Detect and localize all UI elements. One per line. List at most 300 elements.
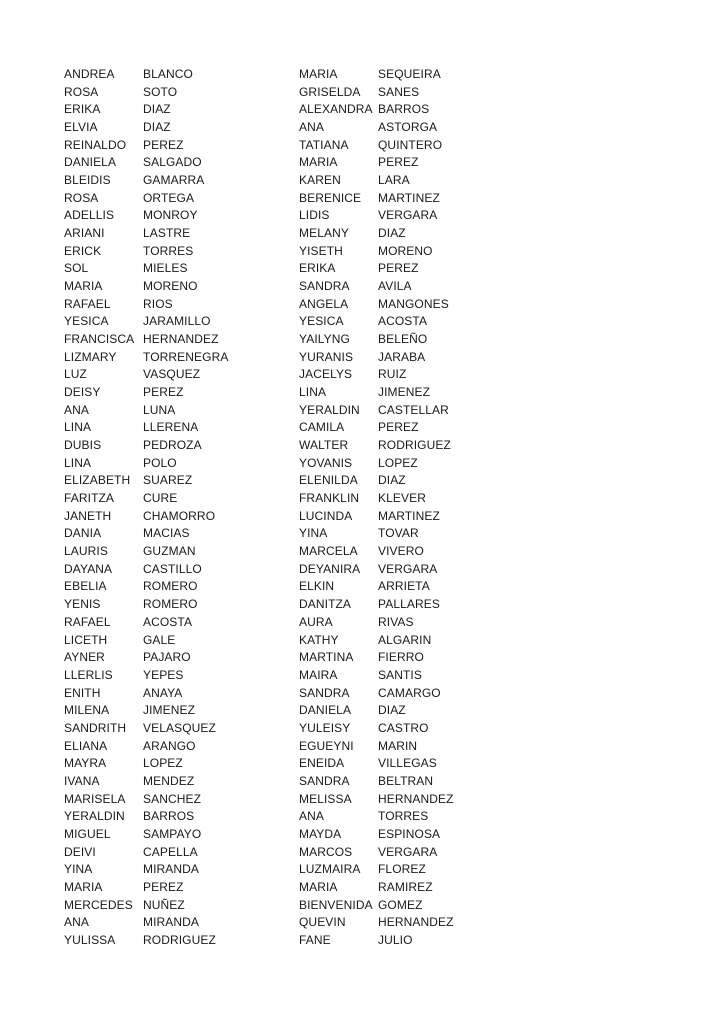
- last-name: DIAZ: [143, 120, 171, 135]
- first-name: SANDRA: [299, 773, 350, 788]
- name-row: [64, 667, 233, 685]
- first-name: MELANY: [299, 226, 349, 241]
- last-name: HERNANDEZ: [143, 332, 219, 347]
- last-name: NUÑEZ: [143, 897, 185, 912]
- last-name: PEREZ: [378, 420, 419, 435]
- last-name: MONROY: [143, 208, 198, 223]
- first-name: REINALDO: [64, 137, 127, 152]
- name-row: [64, 525, 233, 543]
- name-row: [64, 313, 233, 331]
- first-name: MERCEDES: [64, 897, 133, 912]
- last-name: BARROS: [378, 102, 430, 117]
- first-name: LUZMAIRA: [299, 862, 361, 877]
- name-row: [64, 614, 233, 632]
- last-name: JARAMILLO: [143, 314, 211, 329]
- last-name: MARIN: [378, 738, 418, 753]
- name-row: [64, 808, 233, 826]
- name-row: [64, 278, 233, 296]
- first-name: ENEIDA: [299, 756, 345, 771]
- name-row: [299, 897, 468, 915]
- last-name: RODRIGUEZ: [143, 932, 216, 947]
- first-name: LIZMARY: [64, 349, 117, 364]
- last-name: JULIO: [378, 932, 413, 947]
- name-row: [299, 154, 468, 172]
- name-row: [299, 402, 468, 420]
- name-row: [64, 685, 233, 703]
- last-name: DIAZ: [378, 473, 406, 488]
- first-name: LINA: [64, 455, 92, 470]
- first-name: DAYANA: [64, 561, 113, 576]
- last-name: GUZMAN: [143, 544, 196, 559]
- name-row: [299, 755, 468, 773]
- first-name: GRISELDA: [299, 84, 361, 99]
- name-row: [64, 172, 233, 190]
- first-name: MIGUEL: [64, 826, 111, 841]
- last-name: VERGARA: [378, 844, 438, 859]
- last-name: TORRES: [143, 243, 194, 258]
- name-row: [64, 773, 233, 791]
- first-name: MARIA: [64, 879, 103, 894]
- first-name: YENIS: [64, 597, 101, 612]
- name-row: [299, 738, 468, 756]
- name-row: [64, 578, 233, 596]
- first-name: YESICA: [299, 314, 344, 329]
- first-name: YULISSA: [64, 932, 116, 947]
- last-name: LUNA: [143, 402, 176, 417]
- first-name: YOVANIS: [299, 455, 353, 470]
- name-row: [299, 490, 468, 508]
- last-name: KLEVER: [378, 491, 426, 506]
- first-name: ERICK: [64, 243, 102, 258]
- first-name: ARIANI: [64, 226, 105, 241]
- name-row: [64, 207, 233, 225]
- last-name: ARRIETA: [378, 579, 430, 594]
- name-row: [299, 437, 468, 455]
- first-name: YULEISY: [299, 720, 351, 735]
- first-name: MELISSA: [299, 791, 352, 806]
- last-name: PEREZ: [143, 385, 184, 400]
- first-name: LUZ: [64, 367, 87, 382]
- last-name: CURE: [143, 491, 178, 506]
- last-name: DIAZ: [143, 102, 171, 117]
- name-row: [299, 561, 468, 579]
- last-name: CHAMORRO: [143, 508, 216, 523]
- first-name: FRANKLIN: [299, 491, 360, 506]
- last-name: PEDROZA: [143, 438, 202, 453]
- first-name: QUEVIN: [299, 915, 346, 930]
- name-row: [64, 243, 233, 261]
- first-name: KATHY: [299, 632, 339, 647]
- name-row: [299, 66, 468, 84]
- name-row: [64, 119, 233, 137]
- first-name: TATIANA: [299, 137, 349, 152]
- last-name: GAMARRA: [143, 173, 205, 188]
- first-name: YISETH: [299, 243, 343, 258]
- name-row: [299, 331, 468, 349]
- last-name: BELTRAN: [378, 773, 434, 788]
- first-name: DANIELA: [299, 703, 352, 718]
- name-row: [299, 932, 468, 950]
- name-row: [299, 808, 468, 826]
- last-name: ALGARIN: [378, 632, 432, 647]
- last-name: BELEÑO: [378, 332, 428, 347]
- first-name: BLEIDIS: [64, 173, 111, 188]
- first-name: YINA: [299, 526, 328, 541]
- last-name: SEQUEIRA: [378, 67, 441, 81]
- first-name: MAYRA: [64, 756, 107, 771]
- name-row: [64, 366, 233, 384]
- first-name: ERIKA: [64, 102, 101, 117]
- last-name: PEREZ: [378, 261, 419, 276]
- first-name: YURANIS: [299, 349, 354, 364]
- name-row: [299, 844, 468, 862]
- name-row: [299, 826, 468, 844]
- name-row: [299, 225, 468, 243]
- first-name: LINA: [299, 385, 327, 400]
- last-name: VILLEGAS: [378, 756, 437, 771]
- first-name: LUCINDA: [299, 508, 353, 523]
- name-row: [64, 508, 233, 526]
- first-name: BERENICE: [299, 190, 362, 205]
- last-name: QUINTERO: [378, 137, 443, 152]
- last-name: SUAREZ: [143, 473, 193, 488]
- name-row: [299, 349, 468, 367]
- first-name: MARIA: [299, 879, 338, 894]
- last-name: DIAZ: [378, 703, 406, 718]
- first-name: MARTINA: [299, 650, 354, 665]
- first-name: FANE: [299, 932, 331, 947]
- first-name: ANA: [64, 402, 89, 417]
- name-row: [64, 472, 233, 490]
- last-name: POLO: [143, 455, 177, 470]
- name-row: [299, 508, 468, 526]
- name-row: [299, 791, 468, 809]
- last-name: JIMENEZ: [143, 703, 196, 718]
- last-name: SANES: [378, 84, 420, 99]
- first-name: EGUEYNI: [299, 738, 354, 753]
- name-row: [299, 137, 468, 155]
- first-name: LICETH: [64, 632, 108, 647]
- last-name: LLERENA: [143, 420, 199, 435]
- first-name: BIENVENIDA: [299, 897, 373, 912]
- name-row: [299, 702, 468, 720]
- name-row: [299, 472, 468, 490]
- last-name: LASTRE: [143, 226, 191, 241]
- last-name: LARA: [378, 173, 410, 188]
- name-row: [299, 879, 468, 897]
- name-row: [299, 243, 468, 261]
- last-name: CASTELLAR: [378, 402, 449, 417]
- last-name: MACIAS: [143, 526, 190, 541]
- first-name: MARCOS: [299, 844, 353, 859]
- last-name: ANAYA: [143, 685, 183, 700]
- first-name: DEIVI: [64, 844, 96, 859]
- name-row: [299, 914, 468, 932]
- last-name: CASTILLO: [143, 561, 202, 576]
- name-row: [299, 278, 468, 296]
- last-name: YEPES: [143, 667, 184, 682]
- name-row: [64, 543, 233, 561]
- name-row: [64, 632, 233, 650]
- first-name: ANDREA: [64, 67, 115, 81]
- last-name: BLANCO: [143, 67, 193, 81]
- first-name: RAFAEL: [64, 614, 111, 629]
- last-name: RAMIREZ: [378, 879, 433, 894]
- first-name: ANA: [299, 120, 324, 135]
- name-row: [64, 296, 233, 314]
- first-name: ANA: [64, 915, 89, 930]
- first-name: SANDRA: [299, 685, 350, 700]
- last-name: ESPINOSA: [378, 826, 441, 841]
- first-name: MARIA: [64, 279, 103, 294]
- first-name: MAYDA: [299, 826, 342, 841]
- last-name: PEREZ: [143, 879, 184, 894]
- name-row: [299, 260, 468, 278]
- last-name: SANTIS: [378, 667, 422, 682]
- last-name: LOPEZ: [143, 756, 183, 771]
- name-row: [64, 331, 233, 349]
- last-name: GOMEZ: [378, 897, 423, 912]
- name-row: [299, 720, 468, 738]
- last-name: RODRIGUEZ: [378, 438, 451, 453]
- first-name: DANIELA: [64, 155, 117, 170]
- first-name: MARIA: [299, 155, 338, 170]
- first-name: EBELIA: [64, 579, 107, 594]
- name-row: [64, 914, 233, 932]
- first-name: DEISY: [64, 385, 101, 400]
- name-row: [64, 84, 233, 102]
- first-name: ELENILDA: [299, 473, 358, 488]
- last-name: CASTRO: [378, 720, 429, 735]
- first-name: SOL: [64, 261, 89, 276]
- first-name: DUBIS: [64, 438, 102, 453]
- first-name: LIDIS: [299, 208, 330, 223]
- last-name: SAMPAYO: [143, 826, 202, 841]
- last-name: ACOSTA: [143, 614, 193, 629]
- first-name: LINA: [64, 420, 92, 435]
- name-row: [299, 207, 468, 225]
- last-name: MIELES: [143, 261, 188, 276]
- name-row: [64, 490, 233, 508]
- last-name: MANGONES: [378, 296, 449, 311]
- name-row: [64, 66, 233, 84]
- first-name: LLERLIS: [64, 667, 113, 682]
- first-name: ELIZABETH: [64, 473, 131, 488]
- first-name: KAREN: [299, 173, 341, 188]
- last-name: ORTEGA: [143, 190, 195, 205]
- first-name: YAILYNG: [299, 332, 350, 347]
- name-row: [64, 137, 233, 155]
- first-name: YERALDIN: [64, 809, 125, 824]
- last-name: PEREZ: [143, 137, 184, 152]
- last-name: FLOREZ: [378, 862, 426, 877]
- last-name: VELASQUEZ: [143, 720, 216, 735]
- first-name: JACELYS: [299, 367, 353, 382]
- last-name: JARABA: [378, 349, 426, 364]
- name-row: [299, 119, 468, 137]
- last-name: LOPEZ: [378, 455, 418, 470]
- first-name: YERALDIN: [299, 402, 360, 417]
- last-name: VERGARA: [378, 561, 438, 576]
- last-name: MARTINEZ: [378, 508, 440, 523]
- name-row: [299, 596, 468, 614]
- last-name: MIRANDA: [143, 915, 200, 930]
- name-row: [64, 844, 233, 862]
- name-row: [299, 384, 468, 402]
- name-row: [64, 402, 233, 420]
- name-row: [299, 190, 468, 208]
- name-row: [64, 932, 233, 950]
- name-row: [64, 419, 233, 437]
- first-name: MARISELA: [64, 791, 126, 806]
- first-name: ELKIN: [299, 579, 335, 594]
- name-row: [64, 861, 233, 879]
- name-row: [299, 313, 468, 331]
- last-name: TORRENEGRA: [143, 349, 229, 364]
- last-name: HERNANDEZ: [378, 915, 454, 930]
- first-name: DANITZA: [299, 597, 352, 612]
- last-name: JIMENEZ: [378, 385, 431, 400]
- name-row: [64, 154, 233, 172]
- last-name: ARANGO: [143, 738, 196, 753]
- name-row: [299, 614, 468, 632]
- name-row: [299, 366, 468, 384]
- name-row: [299, 525, 468, 543]
- first-name: ANA: [299, 809, 324, 824]
- first-name: MARCELA: [299, 544, 358, 559]
- last-name: FIERRO: [378, 650, 424, 665]
- name-row: [64, 455, 233, 473]
- last-name: VERGARA: [378, 208, 438, 223]
- name-row: [64, 738, 233, 756]
- name-row: [299, 861, 468, 879]
- last-name: PALLARES: [378, 597, 440, 612]
- name-row: [64, 260, 233, 278]
- first-name: FARITZA: [64, 491, 115, 506]
- first-name: MARIA: [299, 67, 338, 81]
- name-row: [299, 649, 468, 667]
- name-row: [64, 384, 233, 402]
- first-name: FRANCISCA: [64, 332, 135, 347]
- name-row: [299, 419, 468, 437]
- name-row: [299, 543, 468, 561]
- name-row: [299, 667, 468, 685]
- first-name: CAMILA: [299, 420, 345, 435]
- last-name: CAPELLA: [143, 844, 198, 859]
- first-name: YINA: [64, 862, 93, 877]
- name-row: [64, 437, 233, 455]
- name-row: [64, 879, 233, 897]
- first-name: AYNER: [64, 650, 105, 665]
- name-row: [299, 172, 468, 190]
- name-row: [299, 296, 468, 314]
- first-name: DEYANIRA: [299, 561, 361, 576]
- name-row: [299, 632, 468, 650]
- name-row: [64, 720, 233, 738]
- first-name: ADELLIS: [64, 208, 115, 223]
- first-name: IVANA: [64, 773, 100, 788]
- last-name: SANCHEZ: [143, 791, 202, 806]
- right-name-column: [299, 66, 468, 950]
- last-name: GALE: [143, 632, 176, 647]
- name-row: [64, 349, 233, 367]
- first-name: LAURIS: [64, 544, 108, 559]
- left-name-column: [64, 66, 233, 950]
- first-name: YESICA: [64, 314, 109, 329]
- last-name: MARTINEZ: [378, 190, 440, 205]
- name-row: [64, 702, 233, 720]
- name-row: [64, 897, 233, 915]
- name-row: [64, 755, 233, 773]
- last-name: ROMERO: [143, 597, 198, 612]
- last-name: PAJARO: [143, 650, 191, 665]
- last-name: HERNANDEZ: [378, 791, 454, 806]
- last-name: RIVAS: [378, 614, 414, 629]
- first-name: ERIKA: [299, 261, 336, 276]
- first-name: JANETH: [64, 508, 112, 523]
- last-name: TORRES: [378, 809, 429, 824]
- first-name: ROSA: [64, 190, 99, 205]
- first-name: WALTER: [299, 438, 349, 453]
- last-name: MORENO: [378, 243, 433, 258]
- last-name: CAMARGO: [378, 685, 441, 700]
- last-name: SALGADO: [143, 155, 202, 170]
- first-name: SANDRA: [299, 279, 350, 294]
- first-name: AURA: [299, 614, 333, 629]
- last-name: MENDEZ: [143, 773, 195, 788]
- name-row: [299, 455, 468, 473]
- first-name: SANDRITH: [64, 720, 127, 735]
- first-name: ENITH: [64, 685, 101, 700]
- first-name: ANGELA: [299, 296, 349, 311]
- name-row: [64, 649, 233, 667]
- last-name: ROMERO: [143, 579, 198, 594]
- last-name: AVILA: [378, 279, 412, 294]
- first-name: ROSA: [64, 84, 99, 99]
- name-row: [64, 190, 233, 208]
- name-row: [64, 596, 233, 614]
- name-row: [64, 791, 233, 809]
- last-name: MORENO: [143, 279, 198, 294]
- first-name: MAIRA: [299, 667, 338, 682]
- name-row: [64, 225, 233, 243]
- last-name: TOVAR: [378, 526, 419, 541]
- name-row: [299, 84, 468, 102]
- name-row: [299, 773, 468, 791]
- last-name: MIRANDA: [143, 862, 200, 877]
- last-name: VASQUEZ: [143, 367, 201, 382]
- last-name: ASTORGA: [378, 120, 438, 135]
- last-name: BARROS: [143, 809, 195, 824]
- name-row: [299, 685, 468, 703]
- last-name: RUIZ: [378, 367, 407, 382]
- last-name: ACOSTA: [378, 314, 428, 329]
- name-row: [64, 826, 233, 844]
- last-name: PEREZ: [378, 155, 419, 170]
- first-name: MILENA: [64, 703, 110, 718]
- first-name: ELIANA: [64, 738, 108, 753]
- name-row: [299, 101, 468, 119]
- name-row: [299, 578, 468, 596]
- first-name: ALEXANDRA: [299, 102, 373, 117]
- first-name: RAFAEL: [64, 296, 111, 311]
- first-name: ELVIA: [64, 120, 98, 135]
- last-name: SOTO: [143, 84, 178, 99]
- name-row: [64, 101, 233, 119]
- last-name: RIOS: [143, 296, 173, 311]
- last-name: DIAZ: [378, 226, 406, 241]
- last-name: VIVERO: [378, 544, 424, 559]
